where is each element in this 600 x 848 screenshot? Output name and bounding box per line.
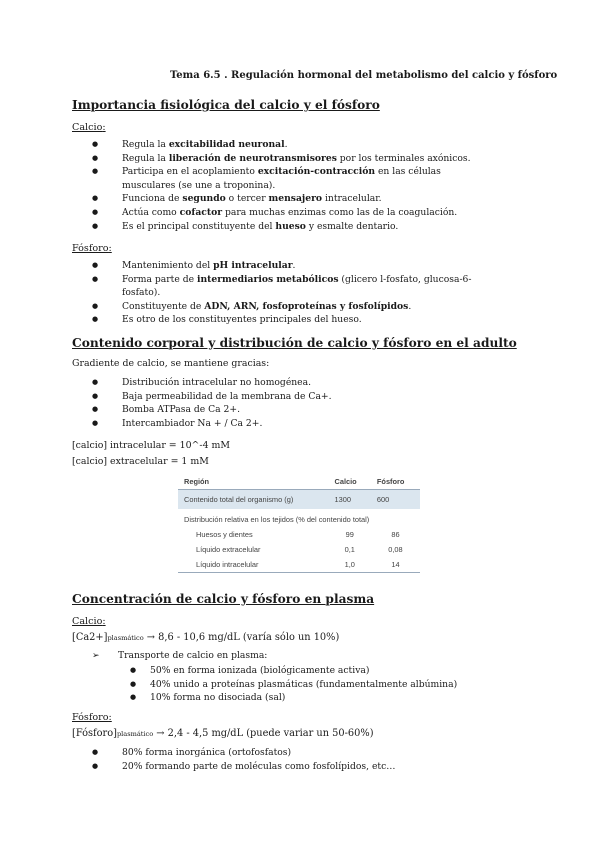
document-title: Tema 6.5 . Regulación hormonal del metabolismo del calcio y fósforo [170,70,558,81]
list-item: ● Regula la liberación de neurotransmisores por los terminales axónicos. [92,152,472,166]
list-item: ● 50% en forma ionizada (biológicamente activa) [130,664,460,678]
list-item: ● Actúa como cofactor para muchas enzimas como las de la coagulación. [92,206,472,220]
table-cell: Contenido total del organismo (g) [178,490,329,510]
calcio-extracelular: [calcio] extracelular = 1 mM [72,456,209,467]
gradiente-list [92,376,472,430]
list-item: ● Participa en el acoplamiento excitación-contracción en las células musculares (se une a troponina). [92,165,472,192]
table-cell: 14 [371,557,420,573]
table-cell: Huesos y dientes [196,530,253,539]
table-row [178,557,420,573]
distribution-table [178,474,420,573]
table-cell: 600 [371,490,420,510]
section-heading-importancia: Importancia fisiológica del calcio y el fósforo [72,98,380,112]
list-item: ● Intercambiador Na + / Ca 2+. [92,417,472,431]
calcio-intracelular: [calcio] intracelular = 10^-4 mM [72,440,231,451]
list-item: ● Regula la excitabilidad neuronal. [92,138,472,152]
table-cell: 99 [345,530,354,539]
list-item: ● Forma parte de intermediarios metabólicos (glicero l-fosfato, glucosa-6-fosfato). [92,273,472,300]
col-header-calcio: Calcio [329,474,371,490]
list-item: ● 20% formando parte de moléculas como fosfolípidos, etc… [92,760,472,774]
table-row [178,542,420,557]
list-item: ● Mantenimiento del pH intracelular. [92,259,472,273]
arrowhead-bullet-icon: ➢ [92,650,100,661]
transporte-list [130,664,460,705]
calcio-label-1: Calcio: [72,122,106,133]
calcio-importance-list [92,138,472,233]
col-header-region: Región [178,474,329,490]
table-cell: Distribución relativa en los tejidos (% del contenido total) [184,515,370,524]
list-item: ● 80% forma inorgánica (ortofosfatos) [92,746,472,760]
calcio-label-3: Calcio: [72,616,106,627]
fosforo-label-1: Fósforo: [72,243,112,254]
fosforo-plasma-formula: [Fósforo]plasmático → 2,4 - 4,5 mg/dL (puede variar un 50-60%) [72,728,374,739]
gradiente-intro: Gradiente de calcio, se mantiene gracias: [72,358,270,369]
section-heading-contenido: Contenido corporal y distribución de calcio y fósforo en el adulto [72,336,517,350]
fosforo-label-3: Fósforo: [72,712,112,723]
list-item: ● Bomba ATPasa de Ca 2+. [92,403,472,417]
list-item: ● Baja permeabilidad de la membrana de Ca+. [92,390,472,404]
table-row [178,527,420,542]
table-cell: 0,08 [388,545,403,554]
table-cell: Líquido extracelular [196,545,261,554]
transporte-item: ➢ Transporte de calcio en plasma: [92,650,268,661]
col-header-fosforo: Fósforo [371,474,420,490]
list-item: ● Distribución intracelular no homogénea. [92,376,472,390]
table-cell: Líquido intracelular [178,557,329,573]
table-cell: 1,0 [329,557,371,573]
fosforo-importance-list [92,259,472,327]
list-item: ● 40% unido a proteínas plasmáticas (fundamentalmente albúmina) [130,678,460,692]
table-header-row [178,474,420,490]
fosforo-plasma-list [92,746,472,773]
table-cell: 0,1 [344,545,355,554]
list-item: ● Funciona de segundo o tercer mensajero intracelular. [92,192,472,206]
list-item: ● Es otro de los constituyentes principales del hueso. [92,313,472,327]
section-heading-concentracion: Concentración de calcio y fósforo en plasma [72,592,375,606]
list-item: ● Es el principal constituyente del hueso y esmalte dentario. [92,220,472,234]
table-row-total [178,490,420,510]
table-cell: 86 [391,530,400,539]
list-item: ● 10% forma no disociada (sal) [130,691,460,705]
table-row-dist-label [178,509,420,527]
table-cell: 1300 [329,490,371,510]
list-item: ● Constituyente de ADN, ARN, fosfoproteínas y fosfolípidos. [92,300,472,314]
calcio-plasma-formula: [Ca2+]plasmático → 8,6 - 10,6 mg/dL (varía sólo un 10%) [72,632,340,643]
